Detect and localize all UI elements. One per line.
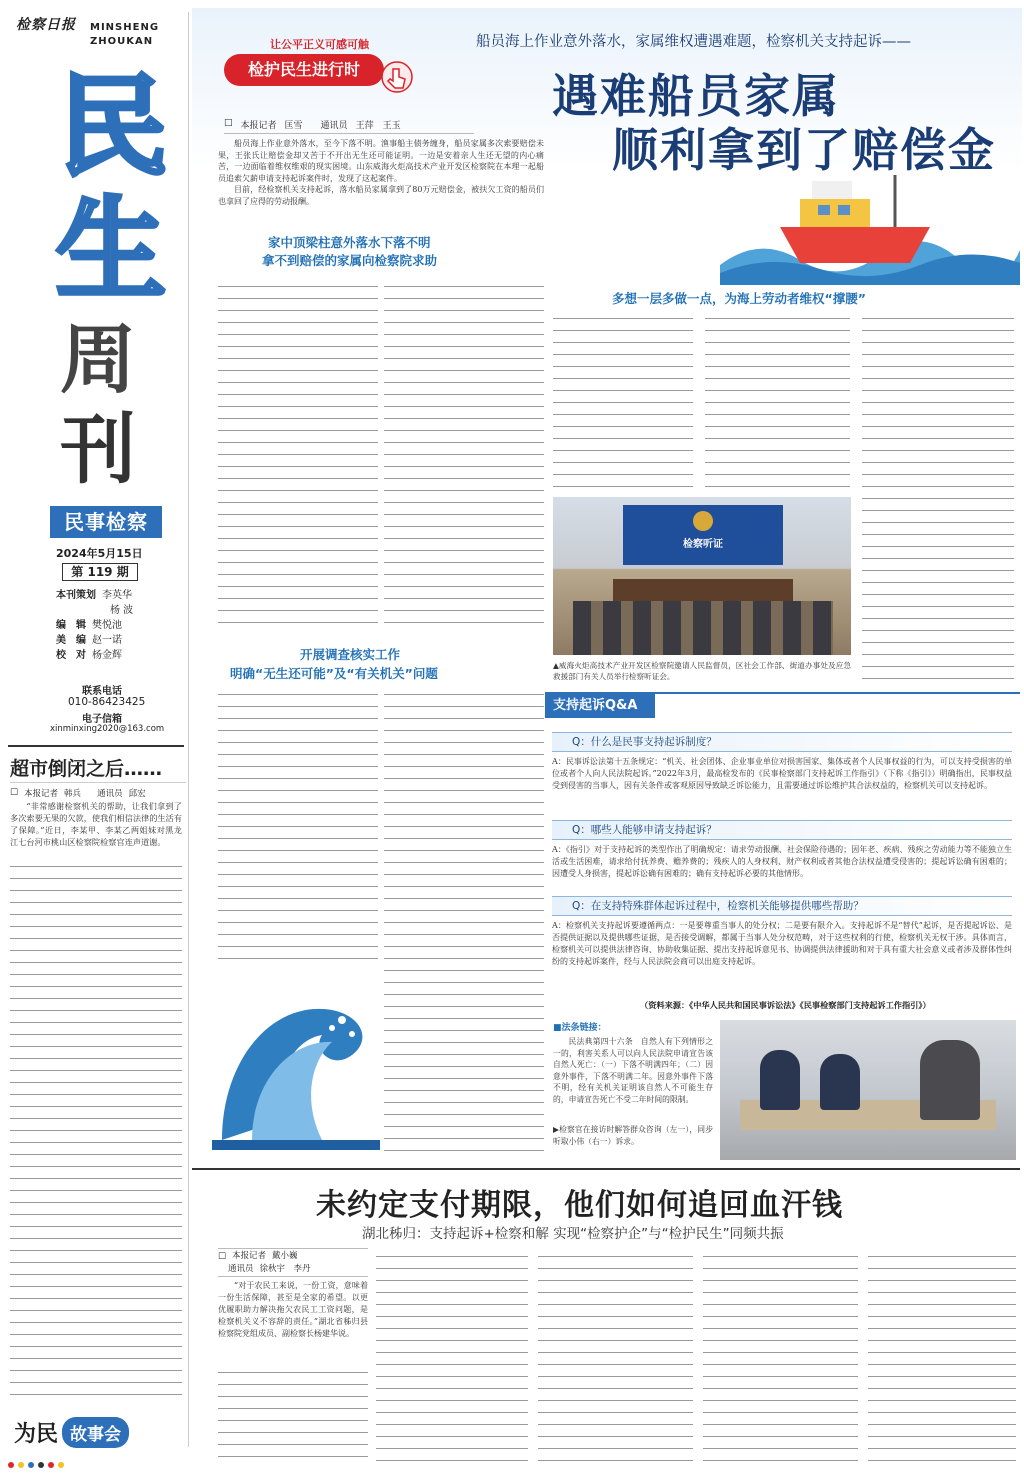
attendee-group xyxy=(573,601,833,655)
left-story-byline: □ 本报记者 韩兵 通讯员 邱宏 xyxy=(10,782,186,799)
law-link-text: 民法典第四十六条 自然人有下列情形之一的，利害关系人可以向人民法院申请宣告该自然人死亡：（一）下落不明满四年；（二）因意外事件，下落不明满二年。因意外事件下落不明，经有关机关证明该自然人不可能生存的，申请宣告死亡不受二年时间的限制。 xyxy=(553,1037,713,1104)
main-body-col-5 xyxy=(553,312,693,492)
qa-question-3: Q：在支持特殊群体起诉过程中，检察机关能够提供哪些帮助？ xyxy=(552,896,1012,916)
badge-main: 检护民生进行时 xyxy=(224,54,384,86)
main-body-col-4 xyxy=(384,688,544,1153)
masthead-pinyin-2: ZHOUKAN xyxy=(90,36,154,47)
staff-row: 校 对 杨金辉 xyxy=(56,650,122,661)
main-body-col-6 xyxy=(705,312,850,492)
section-banner: 民事检察 xyxy=(50,506,162,538)
hearing-table xyxy=(613,579,793,601)
qa-answer-3: A：检察机关支持起诉要遵循两点：一是要尊重当事人的处分权；二是要有限介入。支持起诉不是“替代”起诉，是否提起诉讼、是否提供证据以及提供哪些证据，是否接受调解，都属于当事人处分权范畴，对于这些权利的行使，检察机关无权干涉。具体而言，检察机关可以提供法律咨询、协助收集证据、提出支持起诉意见书、协调提供法律援助和对于具有重大社会意义或者涉及群体性纠纷的支持起诉案件，经与人民法院会商可以出庭支持起诉。 xyxy=(552,921,1012,966)
prosecutor-figure xyxy=(820,1054,860,1110)
staff-list xyxy=(56,588,176,663)
bottom-headline: 未约定支付期限，他们如何追回血汗钱 xyxy=(316,1188,843,1223)
left-story-lead: “非常感谢检察机关的帮助，让我们拿到了多次索要无果的欠款，使我们相信法律的生活有了保障。”近日，李某甲、李某乙两姐妹对黑龙江七台河市桃山区检察院检察官连声道谢。 xyxy=(10,801,182,847)
citizen-figure xyxy=(920,1040,980,1120)
main-headline-2: 顺利拿到了赔偿金 xyxy=(612,123,996,177)
bottom-body-col-5 xyxy=(868,1250,1016,1462)
bottom-body-col-1 xyxy=(218,1366,368,1462)
hand-pointer-icon xyxy=(380,60,414,94)
footer-logo-text: 为民 xyxy=(14,1421,59,1447)
main-headline-1: 遇难船员家属 xyxy=(552,69,840,123)
bottom-byline: □ 本报记者 戴小巍 通讯员 徐秋宇 李丹 xyxy=(218,1248,368,1277)
counsel-photo xyxy=(720,1020,1016,1160)
main-body-col-3 xyxy=(218,688,378,970)
prosecutor-figure xyxy=(760,1050,800,1110)
contact-label: 联系电话 xyxy=(82,686,122,697)
newspaper-logo: 检察日报 xyxy=(16,17,76,33)
sub-heading-1a: 家中顶梁柱意外落水下落不明 xyxy=(268,235,431,250)
qa-answer-1: A：民事诉讼法第十五条规定：“机关、社会团体、企业事业单位对损害国家、集体或者个人民事权益的行为，可以支持受损害的单位或者个人向人民法院起诉。”2022年3月，最高检发布的《民事检察部门支持起诉工作指引》（下称《指引》）明确指出，民事权益受到侵害的当事人，因有关条件或客观原因导致缺乏诉讼能力，且需要通过诉讼维护其合法权益的，检察机关可以支持起诉。 xyxy=(552,757,1012,790)
boat-illustration xyxy=(720,165,1020,285)
left-story-title: 超市倒闭之后…… xyxy=(10,758,163,780)
hearing-photo-caption: ▲威海火炬高技术产业开发区检察院邀请人民监督员，区社会工作部、街道办事处及应急救援部门有关人员举行检察听证会。 xyxy=(553,661,851,681)
bottom-divider xyxy=(192,1168,1020,1170)
contact-email: xinminxing2020@163.com xyxy=(50,724,165,734)
bottom-subhead: 湖北秭归：支持起诉+检察和解 实现“检察护企”与“检护民生”同频共振 xyxy=(362,1226,784,1242)
masthead-char-zhou: 周 xyxy=(60,315,136,404)
sub-heading-3b: 明确“无生还可能”及“有关机关”问题 xyxy=(230,666,438,681)
main-body-col-7 xyxy=(862,312,1014,690)
qa-question-2: Q：哪些人能够申请支持起诉？ xyxy=(552,820,1012,840)
staff-row: 本刊策划 李英华 xyxy=(56,590,132,601)
footer-logo-badge: 故事会 xyxy=(62,1417,129,1448)
qa-answer-2: A：《指引》对于支持起诉的类型作出了明确规定：请求劳动报酬、社会保险待遇的；因年老、疾病、残疾之劳动能力等不能独立生活或生活困难，请求给付抚养费、赡养费的；残疾人的人身权利、财产权利或者其他合法权益遭受侵害的；提起诉讼确有困难的；因遭受人身损害，提起诉讼确有困难的；确有支持起诉必要的其他情形。 xyxy=(552,845,1012,878)
qa-question-1: Q：什么是民事支持起诉制度？ xyxy=(552,732,1012,752)
email-label: 电子信箱 xyxy=(82,714,122,725)
column-rule xyxy=(188,12,189,1447)
left-divider xyxy=(8,745,184,747)
law-link-label: ■法条链接： xyxy=(553,1023,607,1033)
bottom-body-col-4 xyxy=(703,1250,858,1462)
footer-logo xyxy=(14,1414,184,1450)
masthead-char-min: 民 xyxy=(58,63,168,191)
sub-heading-2: 多想一层多做一点，为海上劳动者维权“撑腰” xyxy=(612,291,866,306)
main-byline: □ 本报记者 匡雪 通讯员 王萍 王玉 xyxy=(224,118,474,134)
left-story-body xyxy=(10,860,182,1405)
qa-header: 支持起诉Q&A xyxy=(545,694,655,718)
qa-source: （资料来源：《中华人民共和国民事诉讼法》《民事检察部门支持起诉工作指引》） xyxy=(640,1000,931,1010)
masthead-pinyin-1: MINSHENG xyxy=(90,22,160,33)
main-overline: 船员海上作业意外落水，家属维权遭遇难题，检察机关支持起诉—— xyxy=(476,34,911,50)
issue-date: 2024年5月15日 xyxy=(56,547,143,560)
masthead-char-kan: 刊 xyxy=(60,405,136,494)
sub-heading-1b: 拿不到赔偿的家属向检察院求助 xyxy=(262,253,438,268)
bottom-body-col-3 xyxy=(538,1250,693,1462)
masthead-char-sheng: 生 xyxy=(56,186,166,314)
main-body-col-2 xyxy=(384,280,544,630)
wave-illustration xyxy=(212,970,380,1150)
contact-phone: 010-86423425 xyxy=(68,696,146,708)
staff-row: 美 编 赵一诺 xyxy=(56,635,122,646)
hearing-sign: 检察听证 xyxy=(683,539,723,550)
hearing-photo xyxy=(553,497,851,655)
issue-number: 第 119 期 xyxy=(62,563,138,581)
bottom-body-col-2 xyxy=(376,1250,528,1462)
badge-small: 让公平正义可感可触 xyxy=(270,38,369,51)
masthead-column xyxy=(0,0,188,1473)
national-emblem-icon xyxy=(693,511,713,531)
main-body-col-1 xyxy=(218,280,378,630)
sub-heading-3a: 开展调查核实工作 xyxy=(300,647,401,662)
staff-row: 杨 波 xyxy=(110,605,134,616)
color-registration-dots xyxy=(8,1462,64,1468)
bottom-lead: “对于农民工来说，一份工资，意味着一份生活保障，甚至是全家的希望。以更优履职助力解决拖欠农民工工资问题，是检察机关义不容辞的责任。”湖北省秭归县检察院党组成员、副检察长杨建华说。 xyxy=(218,1281,368,1338)
main-summary: 船员海上作业意外落水，至今下落不明。渔事船主债务缠身，船员家属多次索要赔偿未果，王张氏让赔偿金却又苦于不开出无生还可能证明。一边是安着亲人生还无望的内心痛苦，一边面临着维权维艰的现实困境。山东威海火炬高技术产业开发区检察院在本理一起船员追索欠薪申请支持起诉案件时，发现了这起案件。 目前，经检察机关支持起诉，落水船员家属拿到了80万元赔偿金，被扶欠工资的船员们也拿回了应得的劳动报酬。 xyxy=(218,139,544,206)
staff-row: 编 辑 樊悦池 xyxy=(56,620,122,631)
counsel-photo-caption: ▶检察官在接访时解答群众咨询（左一），同步听取小伟（右一）诉求。 xyxy=(553,1125,713,1146)
